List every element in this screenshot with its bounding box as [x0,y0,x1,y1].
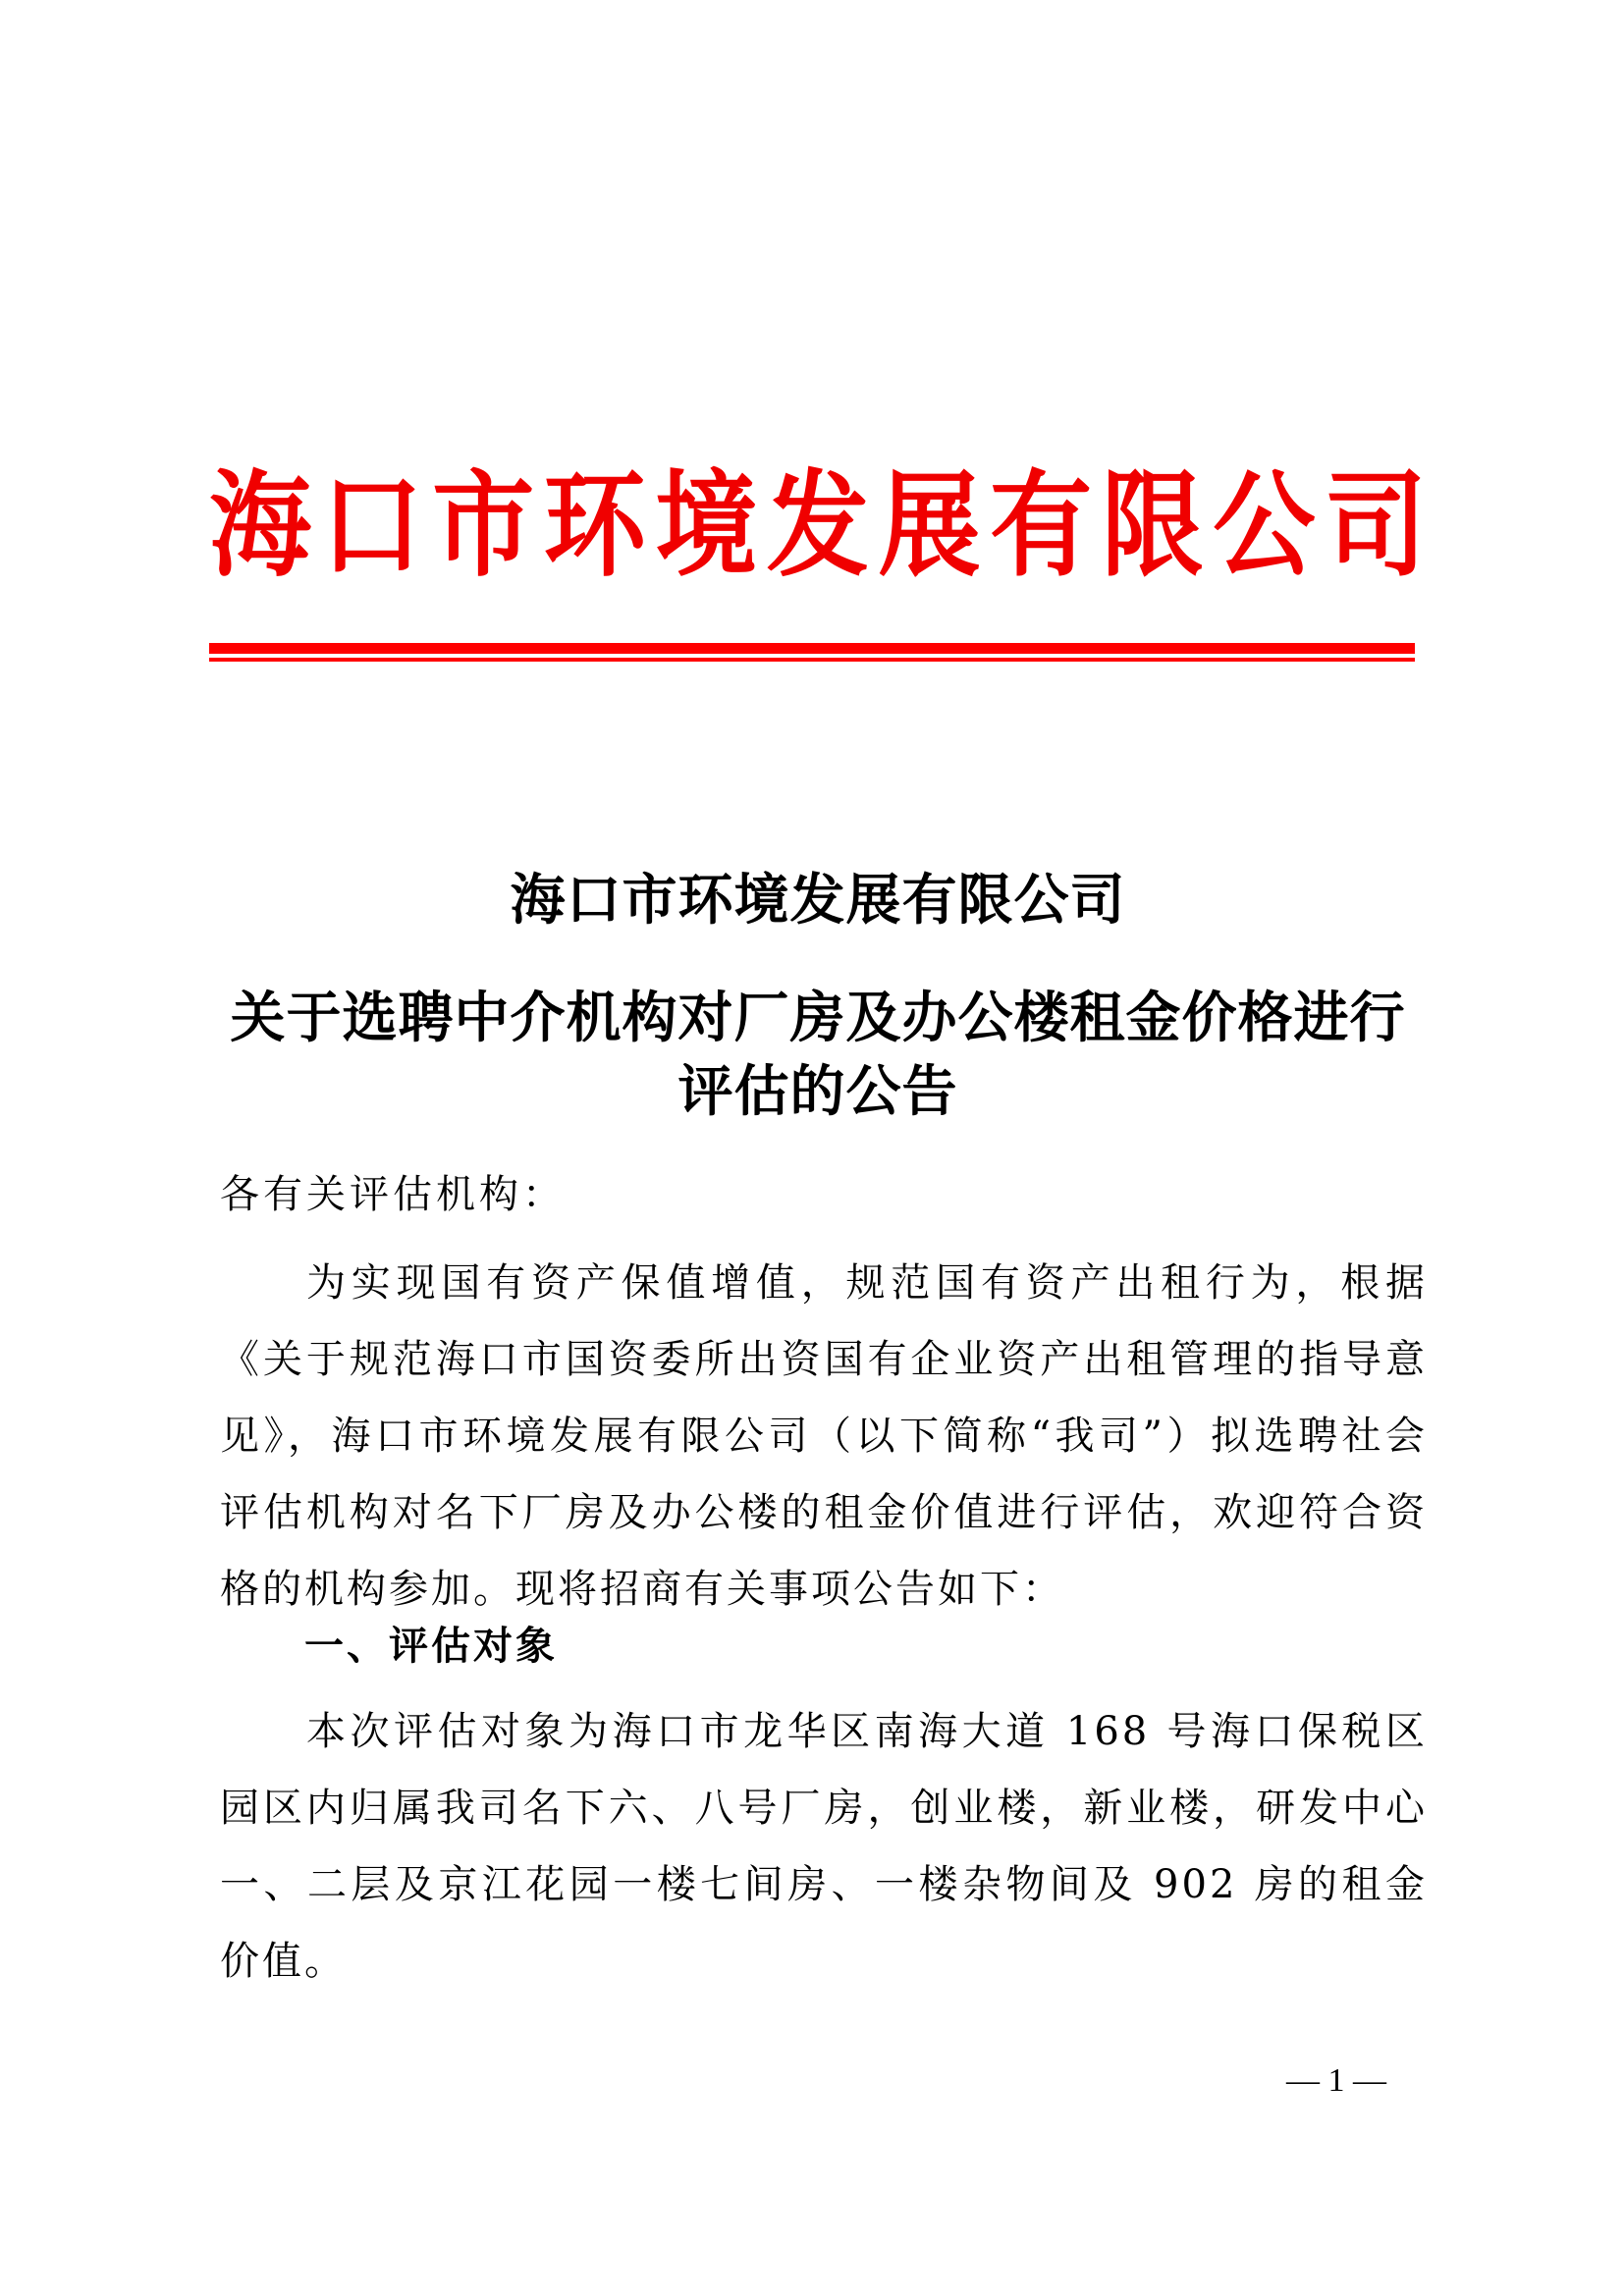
masthead-org-name [209,456,1427,593]
masthead-divider-thick [209,643,1415,654]
masthead-char: 海 [209,456,312,593]
page-number: — 1 — [1286,2062,1386,2099]
masthead-char: 有 [990,456,1093,593]
salutation: 各有关评估机构： [220,1172,566,1217]
masthead-char: 展 [878,456,981,593]
masthead-char: 市 [432,456,535,593]
masthead-char: 公 [1213,456,1316,593]
masthead-char: 发 [766,456,869,593]
intro-paragraph: 为实现国有资产保值增值，规范国有资产出租行为，根据《关于规范海口市国资委所出资国有企业资产出租管理的指导意见》，海口市环境发展有限公司（以下简称“我司”）拟选聘社会评估机构对名下厂房及办公楼的租金价值进行评估，欢迎符合资格的机构参加。现将招商有关事项公告如下： [220,1260,1428,1612]
masthead-char: 限 [1101,456,1204,593]
evaluation-object-paragraph: 本次评估对象为海口市龙华区南海大道 168 号海口保税区园区内归属我司名下六、八号厂房，创业楼，新业楼，研发中心一、二层及京江花园一楼七间房、一楼杂物间及 902 房的租金价值。 [220,1709,1428,1984]
document-title-subject: 关于选聘中介机构对厂房及办公楼租金价格进行评估的公告 [230,987,1406,1124]
section-heading-1: 一、评估对象 [304,1624,558,1669]
masthead-divider-thin [209,658,1415,662]
masthead-char: 环 [543,456,646,593]
masthead-char: 司 [1324,456,1427,593]
document-title-org: 海口市环境发展有限公司 [510,869,1126,933]
masthead-char: 口 [320,456,423,593]
masthead-char: 境 [655,456,758,593]
